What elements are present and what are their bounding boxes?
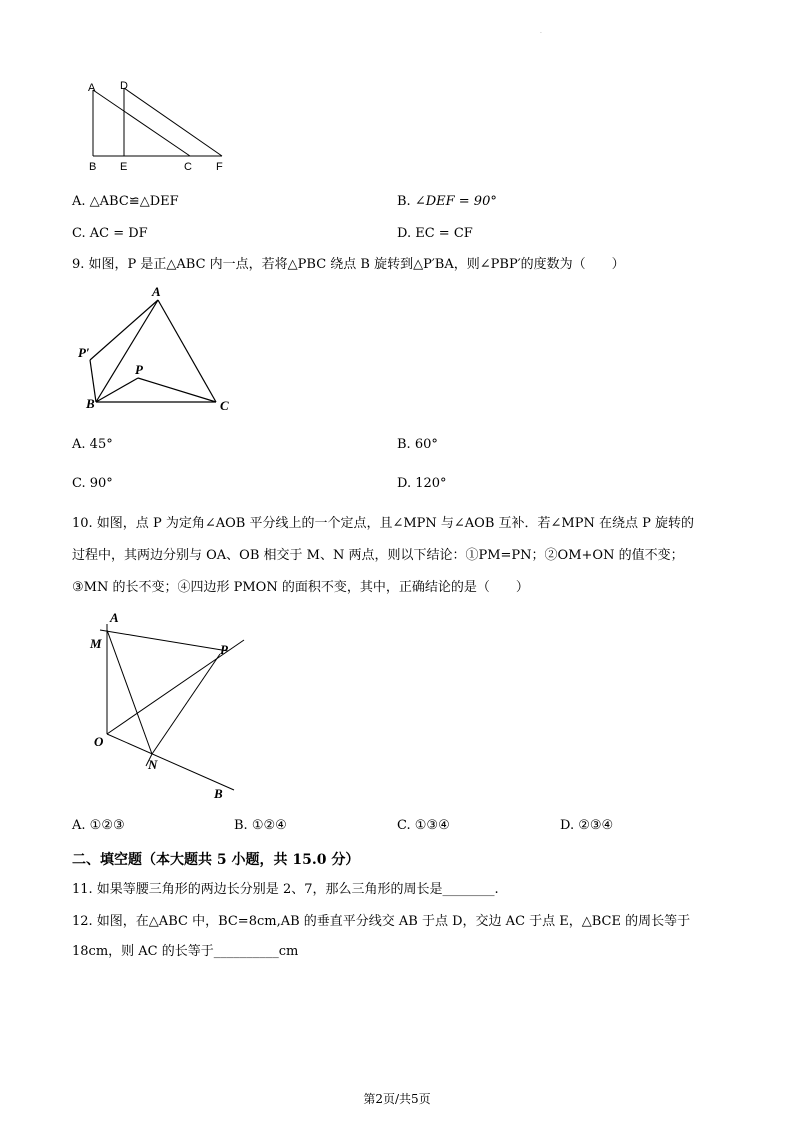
label-P: P (135, 362, 143, 377)
label-F: F (216, 161, 223, 173)
question-10-line2: 过程中，其两边分别与 OA、OB 相交于 M、N 两点，则以下结论：①PM=PN；②OM+ON 的值不变； (72, 548, 684, 563)
label-A: A (152, 284, 161, 299)
label-C: C (220, 398, 229, 413)
section-2-title: 二、填空题（本大题共 5 小题，共 15.0 分） (72, 852, 360, 868)
question-12-line2: 18cm，则 AC 的长等于__________cm (72, 944, 299, 959)
q10-option-b[interactable]: B. ①②④ (234, 818, 287, 833)
q9-option-a[interactable]: A. 45° (72, 437, 113, 452)
question-10-line3: ③MN 的长不变；④四边形 PMON 的面积不变，其中，正确结论的是（ ） (72, 580, 529, 595)
q10-option-c[interactable]: C. ①③④ (397, 818, 450, 833)
page-number: 第2页/共5页 (363, 1092, 431, 1106)
q9-option-d[interactable]: D. 120° (397, 476, 447, 491)
q10-option-d[interactable]: D. ②③④ (560, 818, 614, 833)
figure-q9 (72, 282, 252, 422)
label-P-prime: P′ (78, 345, 90, 360)
question-9: 9. 如图，P 是正△ABC 内一点，若将△PBC 绕点 B 旋转到△P′BA，则∠PBP′的度数为（ ） (72, 257, 625, 272)
question-11: 11. 如果等腰三角形的两边长分别是 2、7，那么三角形的周长是________. (72, 882, 499, 897)
label-B: B (86, 396, 95, 411)
q8-option-d[interactable]: D. EC = CF (397, 226, 473, 241)
label-B: B (214, 786, 223, 801)
label-A: A (88, 82, 96, 94)
q8-option-c[interactable]: C. AC = DF (72, 226, 148, 241)
label-P: P (220, 642, 228, 657)
q8-option-a[interactable]: A. △ABC≌△DEF (72, 194, 179, 209)
label-O: O (94, 734, 104, 749)
label-E: E (120, 161, 128, 173)
label-M: M (90, 636, 102, 651)
figure-q8 (80, 78, 240, 178)
label-D: D (120, 80, 128, 92)
question-12-line1: 12. 如图，在△ABC 中，BC=8cm,AB 的垂直平分线交 AB 于点 D，交边 AC 于点 E，△BCE 的周长等于 (72, 914, 691, 929)
label-C: C (184, 161, 192, 173)
question-10-line1: 10. 如图，点 P 为定角∠AOB 平分线上的一个定点，且∠MPN 与∠AOB 互补．若∠MPN 在绕点 P 旋转的 (72, 516, 694, 531)
label-B: B (89, 161, 97, 173)
q9-option-b[interactable]: B. 60° (397, 437, 438, 452)
label-A: A (110, 610, 119, 625)
q10-option-a[interactable]: A. ①②③ (72, 818, 125, 833)
q9-option-c[interactable]: C. 90° (72, 476, 113, 491)
label-N: N (148, 757, 158, 772)
q8-option-b[interactable]: B. ∠DEF = 90° (397, 194, 497, 209)
page-mark: · (540, 30, 542, 37)
figure-q10 (88, 606, 258, 806)
